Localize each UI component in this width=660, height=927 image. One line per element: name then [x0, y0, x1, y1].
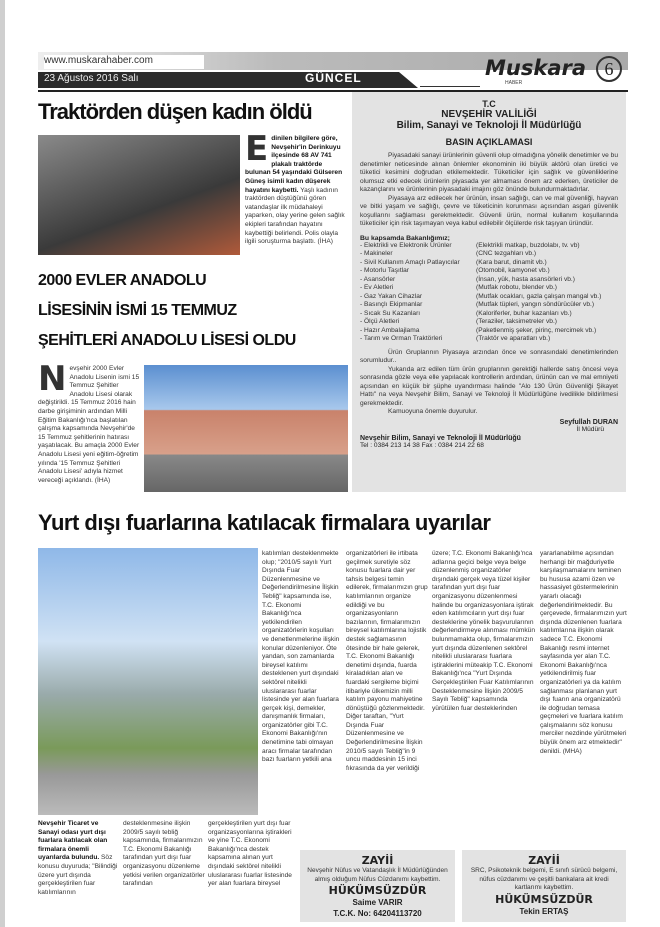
article3-col: üzere; T.C. Ekonomi Bakanlığı'nca adlarına geçici belge veya belge düzenlenmiş organizatörler dışındaki gerçek veya tüzel kişiler tarafından yurt dışı fuar organizasyonu düzenlenmesi halinde bu organizasyonlara iştirak eden katılımcıların yurt dışı fuar desteklerine yönelik başvurularının değerlendirmeye alınması mümkün bulunmamakta olup, firmalarımızın yurt dışında düzenlenen sektörel nitelikli uluslararası fuarlara iştiraklerini müteakip T.C. Ekonomi Bakanlığı'nca "Yurt Dışında Gerçekleştirilen Fuar Katılımlarının Desteklenmesine İlişkin 2009/5 Sayılı Tebliğ" kapsamında yürütülen fuar desteklerinden — [432, 550, 535, 712]
article3-col: katılımları desteklenmekte olup; "2010/5 sayılı Yurt Dışında Fuar Düzenlenmesine ve Değerlendirilmesine İlişkin Tebliğ" kapsamında ise, T.C. Ekonomi Bakanlığı'nca yetkilendirilen organizatörlerin koşulları ve denetlenmelerine ilişkin konular düzenleniyor. Öte yandan, son zamanlarda bireysel katılımı desteklenen yurt dışındaki sektörel nitelikli uluslararası fuarlar listesinde yer alan fuarlara gerçek kişi, demekler, danışmanlık firmaları, organizatörler gibi T.C. Ekonomi Bakanlığı'nın denetimine tabi olmayan aracı firmalar tarafından bazı fuarların yetkili ana — [262, 550, 340, 764]
product-list-item — [360, 284, 618, 293]
product-group: - Hazır Ambalajlama — [360, 326, 420, 334]
page-number: 6 — [596, 56, 622, 82]
headline-line: LİSESİNİN İSMİ 15 TEMMUZ — [38, 302, 237, 319]
site-url: www.muskarahaber.com — [44, 55, 204, 69]
signer-name: Seyfullah DURAN — [559, 418, 618, 426]
product-group: - Ölçü Aletleri — [360, 318, 400, 325]
headline-line: 2000 EVLER ANADOLU — [38, 272, 207, 289]
notice-directorate: Bilim, Sanayi ve Teknoloji İl Müdürlüğü — [396, 120, 582, 131]
article3-col: desteklenmesine ilişkin 2009/5 sayılı tebliğ kapsamında, firmalarımızın T.C. Ekonomi Bakanlığı tarafından yurt dışı fuar organizasyonu düzenleme yetkisi verilen organizatörler tarafından — [123, 820, 205, 888]
product-list-item — [360, 242, 618, 251]
product-group: - Motorlu Taşıtlar — [360, 267, 409, 274]
product-examples: (CNC tezgahları vb.) — [476, 250, 537, 257]
ad-name: Tekin ERTAŞ — [519, 906, 569, 916]
product-group: - Basınçlı Ekipmanlar — [360, 301, 423, 308]
headline-line: ŞEHİTLERİ ANADOLU LİSESİ OLDU — [38, 332, 296, 349]
product-list-item — [360, 267, 618, 276]
product-examples: (İnsan, yük, hasta asansörleri vb.) — [476, 275, 575, 283]
product-list-item — [360, 335, 618, 344]
product-list-item — [360, 310, 618, 319]
article3-col: organizatörleri ile irtibata geçilmek suretiyle söz konusu fuarlara dair yer tahsis belgesi temin edilerek, firmalarımızın grup katılımlarının organize edildiği ve bu organizasyonların bazılarının, firmalarımızın bireysel katılımlarına lojistik destek sağlamasının ötesinde bir hale gelerek, T.C. Ekonomi Bakanlığı denetimi dışında, fuarda kiraladıkları alan ve fuardaki sergileme biçimi itibariyle ülkemizin milli katılım payonu mahiyetine dönüştüğü gözlenmektedir. Diğer taraftan, "Yurt Dışında Fuar Düzenlenmesine ve Değerlendirilmesine İlişkin 2010/5 sayılı Tebliğ"in 9 uncu maddesinin 15 inci fıkrasında da yer verildiği — [346, 550, 428, 772]
product-list-item — [360, 293, 618, 302]
notice-p5: Kamuoyuna önemle duyurulur. — [388, 408, 478, 415]
page-edge — [0, 0, 5, 927]
dropcap: N — [38, 359, 67, 399]
header-line — [420, 86, 480, 87]
notice-p4: Yukarıda arz edilen tüm ürün gruplarının gerektiği hallerde satış öncesi veya sonrasında gözle veya elle yapılacak kontrollerin ardından, ürünün can ve mal emniyeti açısından en küçük bir şüphe uyandırması halinde "Alo 130 Ürün Güvenliği Şikayet Hattı" na veya Nevşehir Bilim, Sanayi ve Teknoloji İl Müdürlüğüne ivedilikle bildirilmesi gerekmektedir. — [360, 365, 618, 407]
ad-void-label: HÜKÜMSÜZDÜR — [328, 884, 427, 897]
dropcap: E — [245, 129, 269, 169]
article3-col — [38, 820, 120, 897]
product-examples: (Kara barut, dinamit vb.) — [476, 258, 547, 266]
product-group: - Makineler — [360, 250, 393, 257]
product-group: - Gaz Yakan Cihazlar — [360, 292, 423, 300]
product-examples: (Teraziler, taksimetreler vb.) — [476, 318, 557, 325]
notice-p1: Piyasadaki sanayi ürünlerinin güvenli olup olmadığına yönelik denetimler ve bu denetimler neticesinde alınan önlemler ekonominin iki büyük aktörü olan üretici ve tüketici kesimini doğrudan etkilemektedir. Tüketiciler için sağlık ve güvenliklerine olumsuz etki edecek ürünlerin piyasada yer almaması önem arz ederken, üreticiler de kazançlarını ve ürünlerinin piyasadaki imajını göz önünde bulundurmaktadırlar. — [360, 152, 618, 193]
product-examples: (Elektrikli matkap, buzdolabı, tv. vb) — [476, 241, 580, 249]
ad-text: Nevşehir Nüfus ve Vatandaşlık İl Müdürlüğünden almış olduğum Nüfus Cüzdanımı kaybettim. — [307, 867, 448, 883]
article2-text: evşehir 2000 Evler Anadolu Lisenin ismi 15 Temmuz Şehitler Anadolu Lisesi olarak değiştirildi. 15 Temmuz 2016 hain darbe girişiminin ardından Milli Eğitim Bakanlığı'nca başlatılan çalışma kapsamında Nevşehir'de 15 Temmuz şehitlerinin hatırası yaşatılacak. Bu amaçla 2000 Evler Anadolu Lisesi yeni eğitim-öğretim yılında '15 Temmuz Şehitleri Anadolu Lisesi' adıyla hizmet vereceği açıklandı. (İHA) — [38, 365, 140, 484]
product-examples: (Mutfak robotu, blender vb.) — [476, 284, 557, 291]
notice-p3: Ürün Gruplarının Piyasaya arzından önce ve sonrasındaki denetimlerinden sorumludur.. — [360, 348, 618, 364]
ad-title: ZAYİİ — [528, 854, 560, 867]
product-group: - Asansörler — [360, 275, 396, 283]
product-list-item — [360, 318, 618, 327]
product-examples: (Paketlenmiş şeker, pirinç, mercimek vb.) — [476, 326, 597, 334]
issue-date: 23 Ağustos 2016 Salı — [44, 73, 139, 84]
article1-lead: dinilen bilgilere göre, Nevşehir'in Derinkuyu ilçesinde 68 AV 741 plakalı traktörde bulunan 54 yaşındaki Gülseren Güneş isimli kadın düşerek hayatını kaybetti. — [245, 135, 343, 194]
article3-col: yararlanabilme açısından herhangi bir mağduriyetle karşılaşmamalarını teminen bu hususa azami özen ve hassasiyet göstermelerinin yararlı olacağı değerlendirilmektedir. Bu çerçevede, firmalarımızın yurt dışında düzenlenen fuarlara katılımlarına ilişkin olarak sadece T.C. Ekonomi Bakanlığı resmi internet sayfasında yer alan T.C. Ekonomi Bakanlığı'nca yetkilendirilmiş fuar organizatörleri ya da katılım sağlanması planlanan yurt dışı fuarın ana organizatörü ile doğrudan temasa geçmeleri ve fuarlara katılım çalışmalarını söz konusu merciler nezdinde yürütmeleri büyük önem arz etmektedir" denildi. (MHA) — [540, 550, 627, 755]
ad-void-label: HÜKÜMSÜZDÜR — [495, 892, 593, 906]
article1-body — [245, 129, 347, 247]
article2-body — [38, 359, 141, 485]
product-list-item — [360, 327, 618, 336]
product-list-item — [360, 259, 618, 268]
product-list-item — [360, 276, 618, 285]
notice-p2: Piyasaya arz edilecek her ürünün, insan sağlığı, can ve mal güvenliği, hayvan ve bitki yaşam ve sağlığı, çevre ve tüketicinin korunması açısından asgari güvenlik koşullarını sağlaması gerekmektedir. Güvenli ürün, normal kullanım koşullarında tüketiciler için risk taşımayan veya kabul edilebilir ölçülerde risk taşıyan üründür. — [360, 194, 618, 227]
accident-photo — [38, 135, 240, 255]
article2-headline — [38, 266, 296, 356]
notice-title: BASIN AÇIKLAMASI — [445, 137, 533, 147]
product-group: - Tarım ve Orman Traktörleri — [360, 335, 443, 342]
notice-footer-tel: Tel : 0384 213 14 38 Fax : 0384 214 22 68 — [360, 441, 484, 449]
product-list-item — [360, 301, 618, 310]
lost-notice-ad — [462, 850, 626, 922]
ad-title: ZAYİİ — [361, 854, 394, 867]
article3-lead: Nevşehir Ticaret ve Sanayi odası yurt dışı fuarlara katılacak olan firmalara önemli uyarılarda bulundu. — [38, 820, 108, 862]
building-photo — [38, 548, 258, 815]
product-examples: (Mutfak tüpleri, yangın söndürücüler vb.) — [476, 301, 595, 308]
section-label: GÜNCEL — [305, 71, 362, 85]
notice-governorship: NEVŞEHİR VALİLİĞİ — [441, 109, 537, 120]
article1-headline: Traktörden düşen kadın öldü — [38, 99, 312, 124]
newspaper-logo: Muskara — [485, 56, 587, 80]
notice-footer-org: Nevşehir Bilim, Sanayi ve Teknoloji İl Müdürlüğü — [360, 434, 521, 442]
ad-text: SRC, Psikoteknik belgemi, E sınıfı sürücü belgemi, nüfus cüzdanımı ve çeşitli bankalara ait kredi kartlarımı kaybettim. — [470, 867, 618, 891]
article1-text: Yaşlı kadının traktörden düştüğünü gören vatandaşlar ilk müdahaleyi yaparken, olay yerine gelen sağlık ekipleri tarafından hayatını kaybettiği belirlendi. Polis olayla ilgili soruşturma başlattı. (İHA) — [245, 186, 345, 246]
signer-title: İl Müdürü — [576, 425, 604, 433]
ad-name: Saime VARIR — [352, 898, 403, 907]
article3-text: Söz konusu duyuruda; "Bilindiği üzere yurt dışında gerçekleştirilen fuar katılımlarının — [38, 854, 118, 896]
product-list — [360, 242, 618, 344]
school-photo — [144, 365, 348, 492]
notice-tc: T.C — [482, 99, 496, 109]
product-group: - Sıcak Su Kazanları — [360, 309, 421, 317]
logo-subtitle: HABER — [505, 80, 523, 86]
lost-notice-ad — [300, 850, 455, 922]
product-examples: (Kaloriferler, buhar kazanları vb.) — [476, 309, 572, 317]
ad-id: T.C.K. No: 64204113720 — [333, 909, 422, 918]
product-examples: (Otomobil, kamyonet vb.) — [476, 267, 550, 274]
product-examples: (Mutfak ocakları, gazla çalışan mangal vb.) — [476, 292, 602, 300]
product-examples: (Traktör ve aparatları vb.) — [476, 335, 551, 342]
product-group: - Sivil Kullanım Amaçlı Patlayıcılar — [360, 258, 460, 266]
product-list-item — [360, 250, 618, 259]
press-release-box — [352, 92, 626, 492]
notice-list-title: Bu kapsamda Bakanlığımız; — [360, 234, 450, 242]
product-group: - Ev Aletleri — [360, 284, 394, 291]
product-group: - Elektrikli ve Elektronik Ürünler — [360, 241, 452, 249]
article3-col: gerçekleştirilen yurt dışı fuar organizasyonlarına iştirakleri ve yine T.C. Ekonomi Bakanlığı'nca destek kapsamına alınan yurt dışındaki sektörel nitelikli uluslararası fuarlar listesinde yer alan fuarlara bireysel — [208, 820, 292, 888]
article3-headline: Yurt dışı fuarlarına katılacak firmalara uyarılar — [38, 510, 491, 535]
